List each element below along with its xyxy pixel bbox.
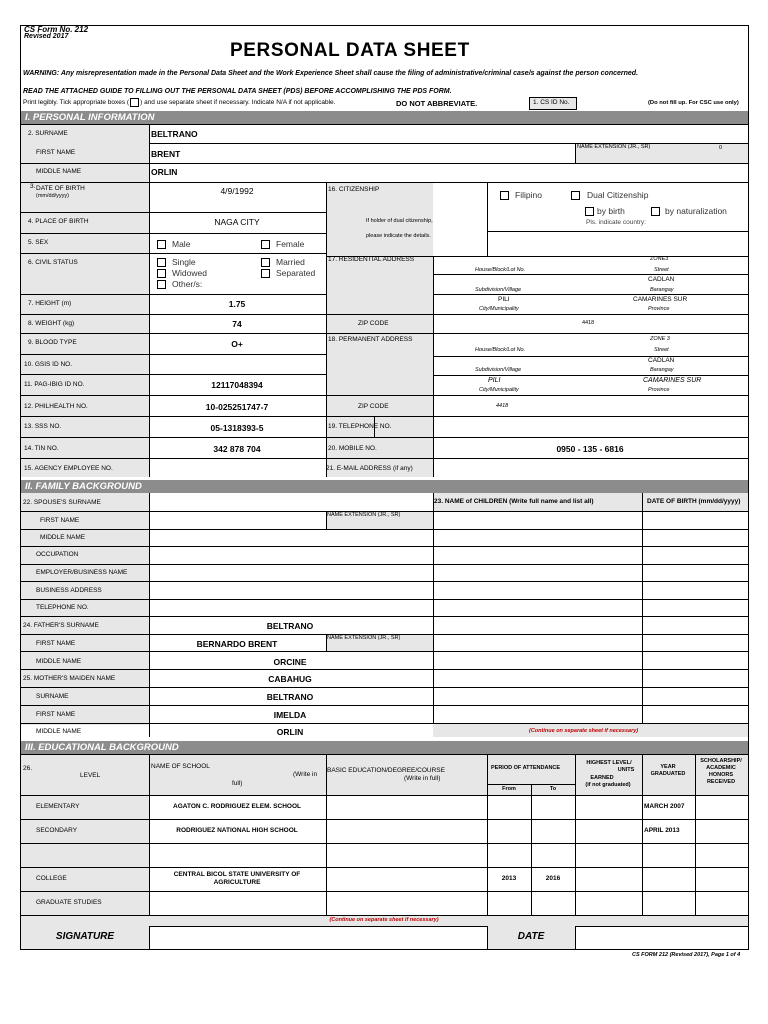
father-surname-value[interactable]: BELTRANO (266, 621, 314, 631)
height-value[interactable]: 1.75 (228, 299, 246, 309)
weight-value[interactable]: 74 (232, 319, 242, 329)
cs-id-label: 1. CS ID No. (533, 99, 570, 106)
mobile-label: 20. MOBILE NO. (328, 445, 377, 452)
csc-use-note: (Do not fill up. For CSC use only) (648, 100, 739, 106)
rule (642, 754, 643, 915)
rule (21, 182, 748, 183)
res-province-value[interactable]: CAMARINES SUR (633, 296, 688, 303)
education-honors-header-b: ACADEMIC (706, 765, 736, 771)
pob-value[interactable]: NAGA CITY (214, 217, 260, 227)
spouse-first-name-label: FIRST NAME (40, 517, 80, 524)
civil-widowed-label: Widowed (172, 268, 207, 278)
do-not-abbreviate: DO NOT ABBREVIATE. (396, 99, 478, 108)
citizenship-dual-checkbox[interactable] (571, 191, 580, 200)
rule (21, 529, 748, 530)
rule (21, 651, 748, 652)
education-row-year[interactable]: APRIL 2013 (644, 827, 680, 834)
education-to-header: To (549, 786, 557, 792)
education-row-to[interactable]: 2016 (545, 875, 561, 882)
res-city-value[interactable]: PILI (498, 296, 510, 303)
sss-value[interactable]: 05-1318393-5 (210, 423, 264, 433)
rule (21, 124, 748, 125)
education-row-from[interactable]: 2013 (501, 875, 517, 882)
rule (21, 354, 326, 355)
permanent-address-label: 18. PERMANENT ADDRESS (328, 336, 413, 343)
father-middle-name-value[interactable]: ORCINE (273, 657, 307, 667)
res-province-label: Province (648, 306, 670, 312)
education-number: 26. (23, 765, 33, 772)
citizenship-by-birth-checkbox[interactable] (585, 207, 594, 216)
children-label: 23. NAME of CHILDREN (Write full name and list all) (434, 498, 594, 505)
citizenship-filipino-label: Filipino (515, 190, 542, 200)
name-ext-label: NAME EXTENSION (JR., SR) (577, 144, 651, 150)
education-honors-header-d: RECEIVED (706, 779, 736, 785)
rule (21, 233, 326, 234)
education-row-level: GRADUATE STUDIES (36, 899, 102, 906)
rule (21, 212, 326, 213)
rule (149, 143, 748, 144)
citizenship-country-label: Pls. indicate country: (586, 219, 646, 226)
rule (149, 493, 150, 737)
rule (21, 915, 748, 916)
education-continue-note: (Continue on separate sheet if necessary) (329, 917, 439, 923)
spouse-surname-label: 22. SPOUSE'S SURNAME (23, 499, 101, 506)
sss-label: 13. SSS NO. (24, 423, 62, 430)
citizenship-filipino-checkbox[interactable] (500, 191, 509, 200)
rule (21, 867, 748, 868)
education-highest-header-d: (if not graduated) (585, 782, 631, 788)
rule (326, 182, 327, 477)
rule (21, 374, 326, 375)
education-highest-header-c: EARNED (590, 775, 614, 781)
mother-middle-name-value[interactable]: ORLIN (276, 727, 304, 737)
rule (21, 754, 748, 755)
mother-first-name-value[interactable]: IMELDA (273, 710, 307, 720)
citizenship-label: 16. CITIZENSHIP (328, 186, 380, 193)
civil-others-label: Other/s: (172, 279, 203, 289)
perm-province-value[interactable]: CAMARINES SUR (643, 377, 702, 384)
education-row-school-line-1[interactable]: CENTRAL BICOL STATE UNIVERSITY OF (173, 871, 301, 878)
education-school-header-a: NAME OF SCHOOL (151, 763, 210, 770)
email-label: 21. E-MAIL ADDRESS (if any) (326, 465, 413, 472)
read-guide-text: READ THE ATTACHED GUIDE TO FILLING OUT THE PERSONAL DATA SHEET (PDS) BEFORE ACCOMPLISHING THE PDS FORM. (23, 88, 452, 95)
tin-label: 14. TIN NO. (24, 445, 59, 452)
rule (433, 356, 748, 357)
education-course-header-b: (Write in full) (404, 775, 441, 782)
middle-name-value[interactable]: ORLIN (151, 167, 178, 177)
education-period-header: PERIOD OF ATTENDANCE (491, 765, 561, 771)
rule (21, 705, 748, 706)
dob-number: 3. (30, 183, 36, 190)
education-highest-header-b: UNITS (617, 767, 635, 773)
blood-type-label: 9. BLOOD TYPE (28, 339, 77, 346)
form-number: CS Form No. 212 (24, 25, 89, 34)
sex-male-label: Male (172, 239, 191, 249)
pagibig-label: 11. PAG-IBIG ID NO. (24, 381, 85, 388)
mobile-value[interactable]: 0950 - 135 - 6816 (556, 444, 624, 454)
mother-maiden-label: 25. MOTHER'S MAIDEN NAME (23, 675, 116, 682)
education-course-header-a: BASIC EDUCATION/DEGREE/COURSE (327, 767, 445, 774)
first-name-label: FIRST NAME (36, 149, 76, 156)
dual-note-1: If holder of dual citizenship, (366, 218, 433, 224)
education-honors-header-a: SCHOLARSHIP/ (700, 758, 742, 764)
date-field[interactable] (576, 927, 747, 948)
perm-house-value[interactable]: ZONE 3 (650, 336, 670, 342)
res-street-label: Street (654, 267, 669, 273)
pob-label: 4. PLACE OF BIRTH (28, 218, 89, 225)
father-first-name-value[interactable]: BERNARDO BRENT (196, 639, 278, 649)
education-row-level: SECONDARY (36, 827, 78, 834)
rule (433, 256, 434, 477)
rule (21, 616, 748, 617)
education-row-school[interactable]: AGATON C. RODRIGUEZ ELEM. SCHOOL (173, 803, 301, 810)
res-house-label: House/Block/Lot No. (475, 267, 526, 273)
rule (21, 819, 748, 820)
res-zip-value[interactable]: 4418 (582, 320, 595, 326)
education-level-header: LEVEL (80, 772, 101, 779)
children-dob-label: DATE OF BIRTH (mm/dd/yyyy) (647, 498, 741, 505)
perm-city-label: City/Municipality (479, 387, 519, 393)
mother-surname-value[interactable]: BELTRANO (266, 692, 314, 702)
civil-single-checkbox[interactable] (157, 258, 166, 267)
philhealth-label: 12. PHILHEALTH NO. (24, 403, 88, 410)
spouse-telephone-label: TELEPHONE NO. (36, 604, 89, 611)
mother-maiden-value[interactable]: CABAHUG (268, 674, 312, 684)
citizenship-naturalization-label: by naturalization (665, 206, 727, 216)
rule (21, 333, 748, 334)
education-school-header-b: (Write in (293, 771, 318, 778)
rule (21, 669, 748, 670)
rule (487, 231, 748, 232)
perm-street-label: Street (654, 347, 669, 353)
middle-name-label: MIDDLE NAME (36, 168, 82, 175)
civil-separated-checkbox[interactable] (261, 269, 270, 278)
mother-surname-label: SURNAME (36, 693, 69, 700)
father-middle-name-label: MIDDLE NAME (36, 658, 82, 665)
civil-separated-label: Separated (276, 268, 316, 278)
civil-married-checkbox[interactable] (261, 258, 270, 267)
rule (433, 375, 748, 376)
signature-label: SIGNATURE (55, 931, 115, 942)
rule (487, 926, 488, 949)
agency-employee-label: 15. AGENCY EMPLOYEE NO. (24, 465, 113, 472)
citizenship-dual-label: Dual Citizenship (587, 190, 649, 200)
rule (21, 437, 748, 438)
res-barangay-label: Barangay (650, 287, 674, 293)
spouse-middle-name-label: MIDDLE NAME (40, 534, 86, 541)
rule (21, 599, 748, 600)
education-row-school-line-2[interactable]: AGRICULTURE (213, 879, 261, 886)
rule (149, 754, 150, 915)
rule (21, 891, 748, 892)
section-educational-background: III. EDUCATIONAL BACKGROUND (21, 741, 748, 754)
dual-note-2: please indicate the details. (366, 233, 431, 239)
surname-value[interactable]: BELTRANO (151, 129, 198, 139)
civil-married-label: Married (276, 257, 305, 267)
perm-province-label: Province (648, 387, 670, 393)
instructions-part-a: Print legibly. Tick appropriate boxes ( (23, 99, 130, 107)
gsis-label: 10. GSIS ID NO. (24, 361, 73, 368)
education-honors-header-c: HONORS (708, 772, 734, 778)
citizenship-naturalization-checkbox[interactable] (651, 207, 660, 216)
mother-middle-name-label: MIDDLE NAME (36, 728, 82, 735)
father-surname-label: 24. FATHER'S SURNAME (23, 622, 99, 629)
education-row-school[interactable]: RODRIGUEZ NATIONAL HIGH SCHOOL (176, 827, 298, 834)
rule (575, 754, 576, 915)
res-subdivision-label: Subdivision/Village (475, 287, 522, 293)
education-school-header-c: full) (232, 780, 243, 787)
first-name-value[interactable]: BRENT (151, 149, 181, 159)
height-label: 7. HEIGHT (m) (28, 300, 72, 307)
instructions-part-b: ) and use separate sheet if necessary. Indicate N/A if not applicable. (140, 99, 336, 107)
res-zip-label: ZIP CODE (358, 320, 389, 327)
section-family-background: II. FAMILY BACKGROUND (21, 480, 748, 493)
father-name-ext-label: NAME EXTENSION (JR., SR) (327, 635, 401, 641)
perm-barangay-label: Barangay (650, 367, 674, 373)
spouse-business-address-label: BUSINESS ADDRESS (36, 587, 102, 594)
page-footer-note: CS FORM 212 (Revised 2017), Page 1 of 4 (632, 952, 741, 958)
rule (433, 274, 748, 275)
perm-city-value[interactable]: PILI (488, 377, 501, 384)
form-revision: Revised 2017 (24, 33, 69, 40)
name-ext-value[interactable]: 0 (719, 145, 723, 151)
date-label: DATE (517, 931, 545, 942)
page-title: PERSONAL DATA SHEET (230, 40, 470, 61)
education-row-level: ELEMENTARY (36, 803, 80, 810)
sex-female-checkbox[interactable] (261, 240, 270, 249)
education-highest-header-a: HIGHEST LEVEL/ (586, 760, 632, 766)
rule (21, 314, 748, 315)
education-from-header: From (502, 786, 516, 792)
civil-status-label: 6. CIVIL STATUS (28, 259, 78, 266)
father-first-name-label: FIRST NAME (36, 640, 76, 647)
rule (433, 493, 434, 723)
education-year-header-a: YEAR (660, 764, 676, 770)
rule (21, 294, 326, 295)
warning-text: WARNING: Any misrepresentation made in the Personal Data Sheet and the Work Experience Sheet shall cause the filing of administrative/criminal case/s against the person concerned. (23, 70, 639, 77)
rule (21, 416, 748, 417)
rule (21, 723, 748, 724)
education-year-header-b: GRADUATED (650, 771, 686, 777)
dob-value[interactable]: 4/9/1992 (220, 186, 254, 196)
rule (21, 253, 326, 254)
family-continue-note: (Continue on separate sheet if necessary) (529, 728, 639, 734)
address-label-column (326, 182, 433, 477)
rule (21, 795, 748, 796)
rule (326, 754, 327, 915)
citizenship-by-birth-label: by birth (597, 206, 625, 216)
section-personal-information: I. PERSONAL INFORMATION (21, 111, 748, 124)
spouse-name-ext-label: NAME EXTENSION (JR., SR) (327, 512, 401, 518)
rule (531, 784, 532, 915)
perm-house-label: House/Block/Lot No. (475, 347, 526, 353)
rule (21, 564, 748, 565)
civil-others-checkbox[interactable] (157, 280, 166, 289)
blood-type-value[interactable]: O+ (231, 339, 243, 349)
education-row-level: COLLEGE (36, 875, 67, 882)
spouse-occupation-label: OCCUPATION (36, 551, 79, 558)
perm-zip-label: ZIP CODE (358, 403, 389, 410)
mother-first-name-label: FIRST NAME (36, 711, 76, 718)
rule (575, 143, 576, 163)
instructions-text (23, 98, 335, 107)
rule (433, 294, 748, 295)
dob-label: DATE OF BIRTH (36, 185, 85, 192)
rule (21, 395, 748, 396)
telephone-label: 19. TELEPHONE NO. (328, 423, 392, 430)
perm-subdivision-label: Subdivision/Village (475, 367, 522, 373)
sex-male-checkbox[interactable] (157, 240, 166, 249)
res-house-value[interactable]: ZONE3 (650, 256, 669, 262)
rule (21, 581, 748, 582)
residential-address-label: 17. RESIDENTIAL ADDRESS (328, 256, 415, 263)
rule (487, 754, 488, 915)
signature-field[interactable] (150, 927, 486, 948)
weight-label: 8. WEIGHT (kg) (28, 320, 75, 327)
dob-format: (mm/dd/yyyy) (36, 193, 69, 199)
sex-female-label: Female (276, 239, 305, 249)
civil-widowed-checkbox[interactable] (157, 269, 166, 278)
res-city-label: City/Municipality (479, 306, 519, 312)
perm-zip-value[interactable]: 4418 (496, 403, 509, 409)
rule (695, 754, 696, 915)
civil-single-label: Single (172, 257, 196, 267)
pagibig-value[interactable]: 12117048394 (211, 380, 263, 390)
rule (487, 182, 488, 256)
rule (21, 163, 748, 164)
rule (149, 124, 150, 477)
tick-box-sample (130, 98, 139, 107)
sex-label: 5. SEX (28, 239, 49, 246)
education-level-column (21, 795, 149, 915)
education-row-year[interactable]: MARCH 2007 (644, 803, 685, 810)
philhealth-value[interactable]: 10-025251747-7 (205, 402, 269, 412)
rule (642, 493, 643, 723)
perm-subdivision-value[interactable]: CADLAN (648, 357, 675, 364)
res-subdivision-value[interactable]: CADLAN (648, 276, 675, 283)
rule (21, 458, 748, 459)
tin-value[interactable]: 342 878 704 (213, 444, 261, 454)
rule (21, 843, 748, 844)
rule (21, 687, 748, 688)
spouse-employer-label: EMPLOYER/BUSINESS NAME (36, 569, 128, 576)
rule (21, 546, 748, 547)
surname-label: 2. SURNAME (28, 130, 68, 137)
